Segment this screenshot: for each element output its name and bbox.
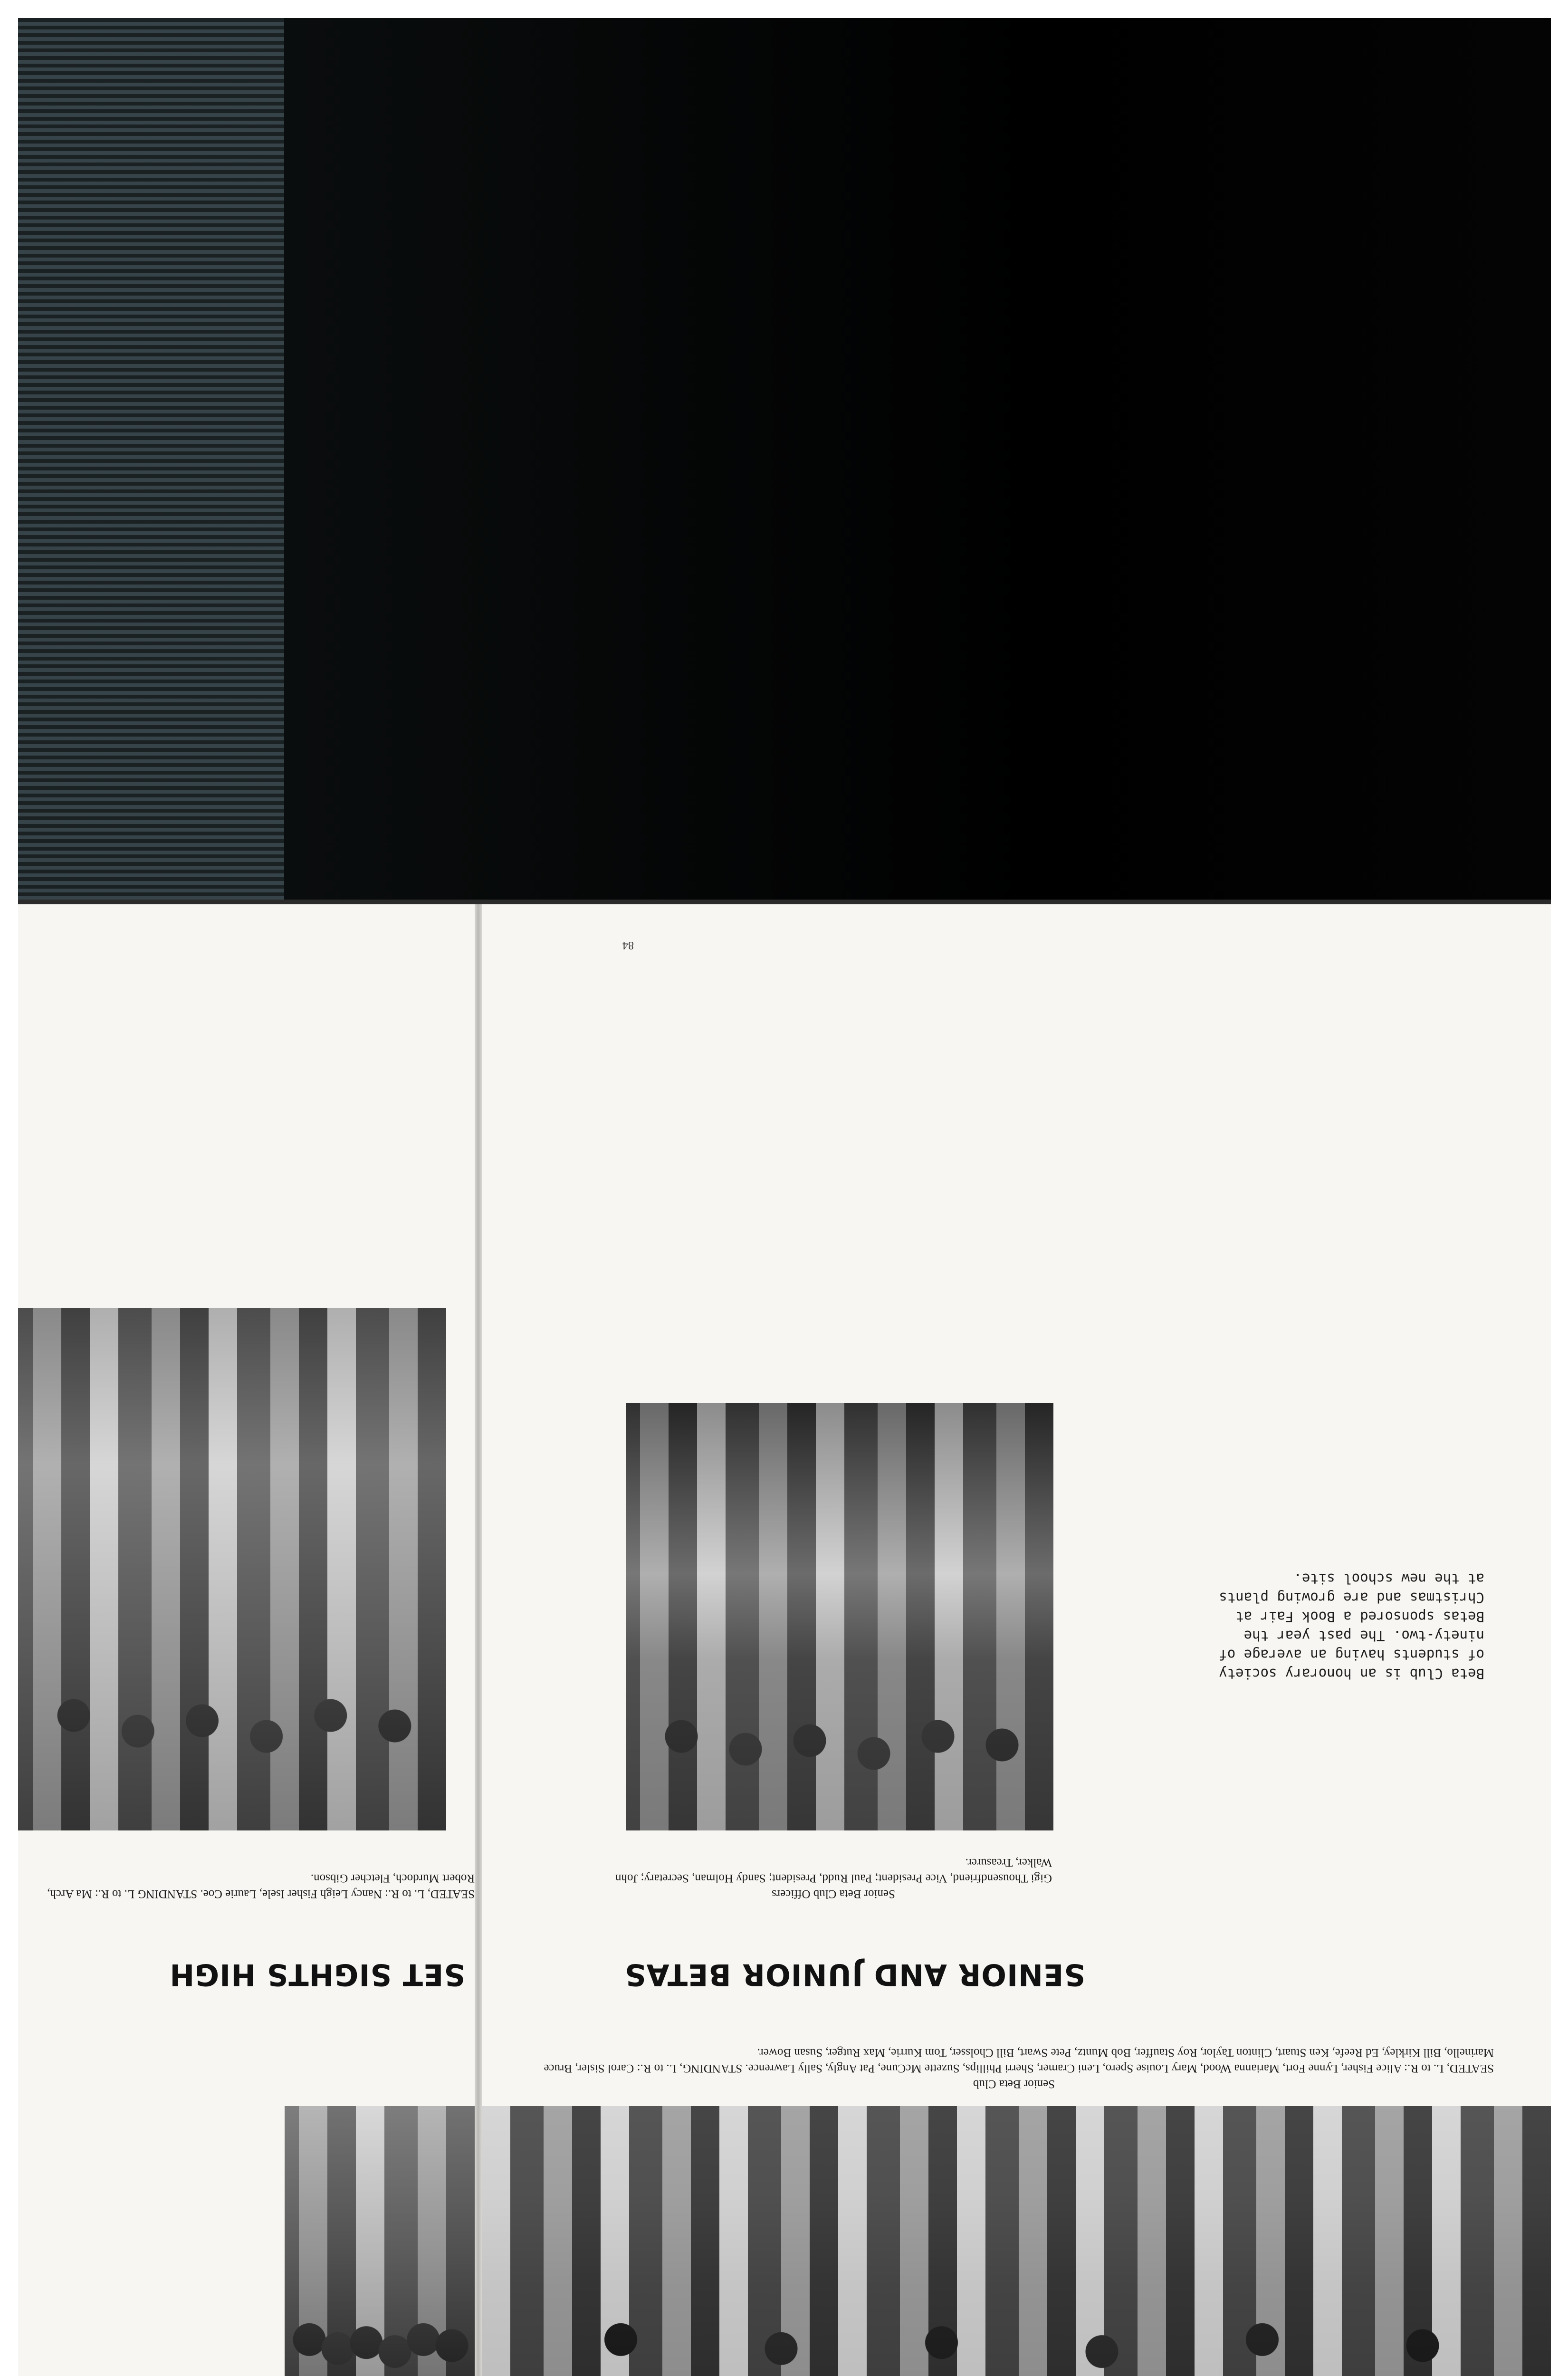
right-photo-figures bbox=[285, 2106, 475, 2376]
group-photo-caption bbox=[534, 2045, 1494, 2092]
right-page-headline: SET SIGHTS HIGH bbox=[169, 1957, 465, 1992]
page-number: 84 bbox=[622, 939, 634, 951]
senior-beta-club-group-photo bbox=[482, 2106, 1551, 2376]
scanner-lid-area bbox=[18, 18, 1551, 900]
right-page-caption: SEATED, L. to R.: Nancy Leigh Fisher Isele, Laurie Coe. STANDING L. to R.: Ma Arch, Robert Murdoch, Fletcher Gibson. bbox=[47, 1872, 475, 1900]
officers-caption-title: Senior Beta Club Officers bbox=[772, 1887, 895, 1900]
photo-figures bbox=[482, 2106, 1551, 2376]
page-headline: SENIOR AND JUNIOR BETAS bbox=[624, 1957, 1085, 1992]
scanner-lid-shadow bbox=[284, 18, 1551, 900]
yearbook-scan bbox=[18, 18, 1551, 2376]
right-page bbox=[18, 904, 475, 2376]
officers-caption bbox=[615, 1855, 1052, 1902]
right-group-photo-figures bbox=[18, 1308, 446, 1830]
caption-title: Senior Beta Club bbox=[973, 2078, 1055, 2090]
body-text: Beta Club is an honorary society of students having an average of ninety-two. The past year the Betas sponsored a Book Fair at Christmas and are growing plants at the new school site. bbox=[1219, 1571, 1484, 1682]
officers-caption-names: Gigi Thousendfriend, Vice President; Paul Rudd, President; Sandy Holman, Secretary; John Walker, Treasurer. bbox=[615, 1856, 1052, 1885]
scanner-lid-stripes bbox=[18, 18, 284, 900]
officers-photo bbox=[626, 1403, 1053, 1830]
upside-down-content bbox=[18, 904, 1551, 2376]
officers-photo-figures bbox=[626, 1403, 1053, 1830]
page-top-edge bbox=[18, 900, 1551, 904]
page-gutter bbox=[475, 904, 482, 2376]
right-page-top-photo bbox=[285, 2106, 475, 2376]
right-page-group-photo bbox=[18, 1308, 446, 1830]
caption-names: SEATED, L. to R.: Alice Fisher, Lynne Fort, Marianna Wood, Mary Louise Spero, Leni Cramer, Sherri Phillips, Suzette McCune, Pat Angly, Sally Lawrence. STANDING, L. to R.: Carol Sisler, Bruce Marinello, Bill Kirkley, Ed Reefe, Ken Stuart, Clinton Taylor, Roy Stauffer, Bob Muntz, Pete Swart, Bill Cholsser, Tom Kurrie, Max Rutger, Susan Bower. bbox=[544, 2046, 1494, 2075]
left-page bbox=[482, 904, 1551, 2376]
yearbook-spread bbox=[18, 904, 1551, 2376]
